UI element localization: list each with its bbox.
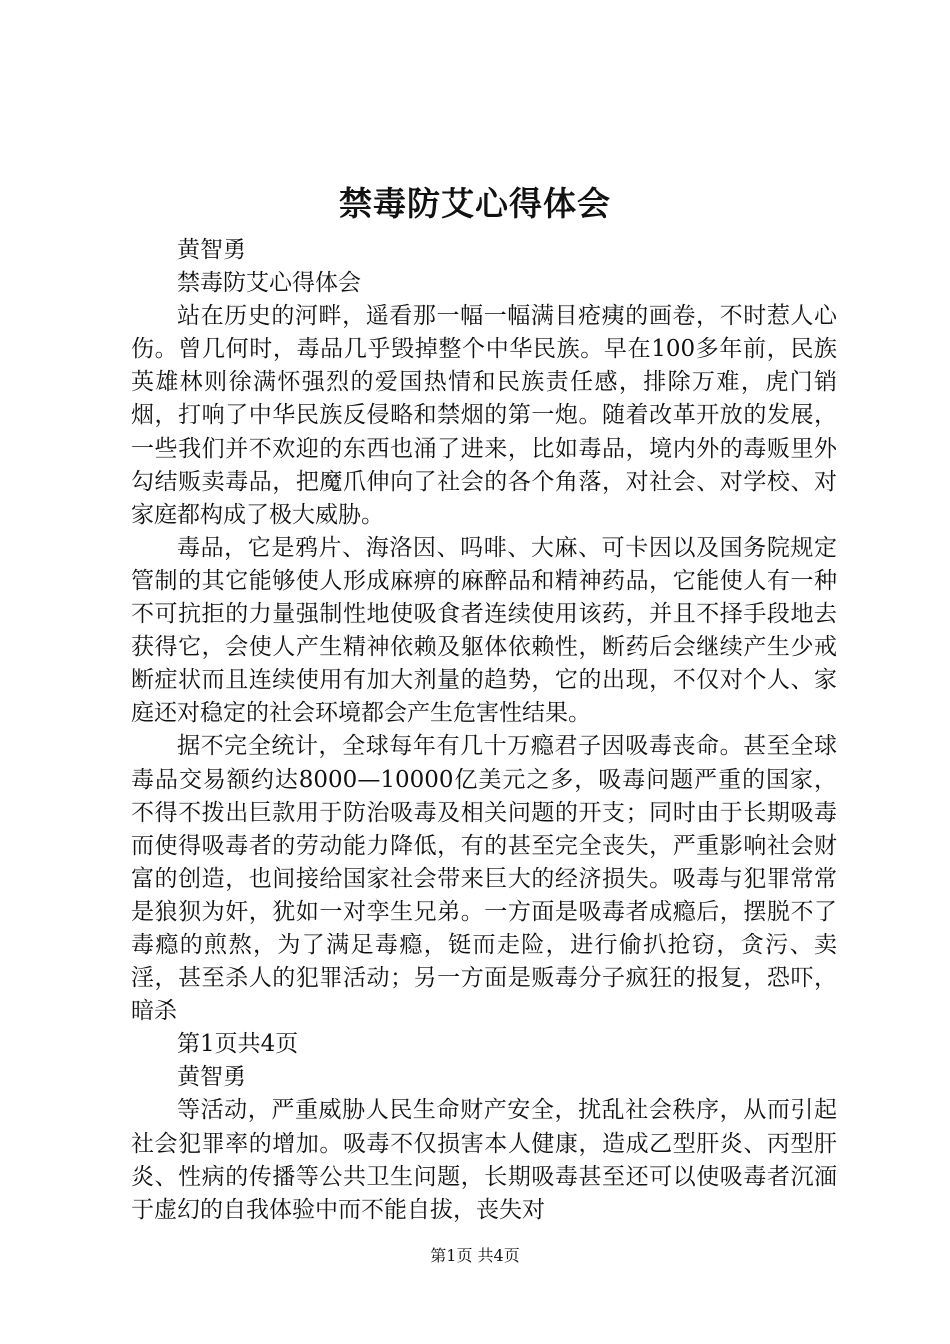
document-title: 禁毒防艾心得体会 xyxy=(339,184,611,223)
document-body xyxy=(131,234,837,1227)
author-line: 黄智勇 xyxy=(177,237,246,263)
paragraph: 站在历史的河畔，遥看那一幅一幅满目疮痍的画卷，不时惹人心伤。曾几何时，毒品几乎毁掉整个中华民族。早在100多年前，民族英雄林则徐满怀强烈的爱国热情和民族责任感，排除万难，虎门销烟，打响了中华民族反侵略和禁烟的第一炮。随着改革开放的发展，一些我们并不欢迎的东西也涌了进来，比如毒品，境内外的毒贩里外勾结贩卖毒品，把魔爪伸向了社会的各个角落，对社会、对学校、对家庭都构成了极大威胁。 xyxy=(131,303,837,528)
paragraph: 据不完全统计，全球每年有几十万瘾君子因吸毒丧命。甚至全球毒品交易额约达8000—10000亿美元之多，吸毒问题严重的国家，不得不拨出巨款用于防治吸毒及相关问题的开支；同时由于长期吸毒而使得吸毒者的劳动能力降低，有的甚至完全丧失，严重影响社会财富的创造，也间接给国家社会带来巨大的经济损失。吸毒与犯罪常常是狼狈为奸，犹如一对孪生兄弟。一方面是吸毒者成瘾后，摆脱不了毒瘾的煎熬，为了满足毒瘾，铤而走险，进行偷扒抢窃，贪污、卖淫，甚至杀人的犯罪活动；另一方面是贩毒分子疯狂的报复，恐吓，暗杀 xyxy=(131,733,837,1025)
paragraph: 毒品，它是鸦片、海洛因、吗啡、大麻、可卡因以及国务院规定管制的其它能够使人形成麻痹的麻醉品和精神药品，它能使人有一种不可抗拒的力量强制性地使吸食者连续使用该药，并且不择手段地去获得它，会使人产生精神依赖及躯体依赖性，断药后会继续产生少戒断症状而且连续使用有加大剂量的趋势，它的出现，不仅对个人、家庭还对稳定的社会环境都会产生危害性结果。 xyxy=(131,534,837,727)
inline-page-marker: 第1页共4页 xyxy=(177,1031,299,1058)
subtitle-line: 禁毒防艾心得体会 xyxy=(177,270,361,297)
page-footer: 第1页 共4页 xyxy=(430,1246,520,1265)
author-line: 黄智勇 xyxy=(177,1064,246,1091)
paragraph: 等活动，严重威胁人民生命财产安全，扰乱社会秩序，从而引起社会犯罪率的增加。吸毒不仅损害本人健康，造成乙型肝炎、丙型肝炎、性病的传播等公共卫生问题，长期吸毒甚至还可以使吸毒者沉湎于虚幻的自我体验中而不能自拔，丧失对 xyxy=(131,1097,837,1223)
